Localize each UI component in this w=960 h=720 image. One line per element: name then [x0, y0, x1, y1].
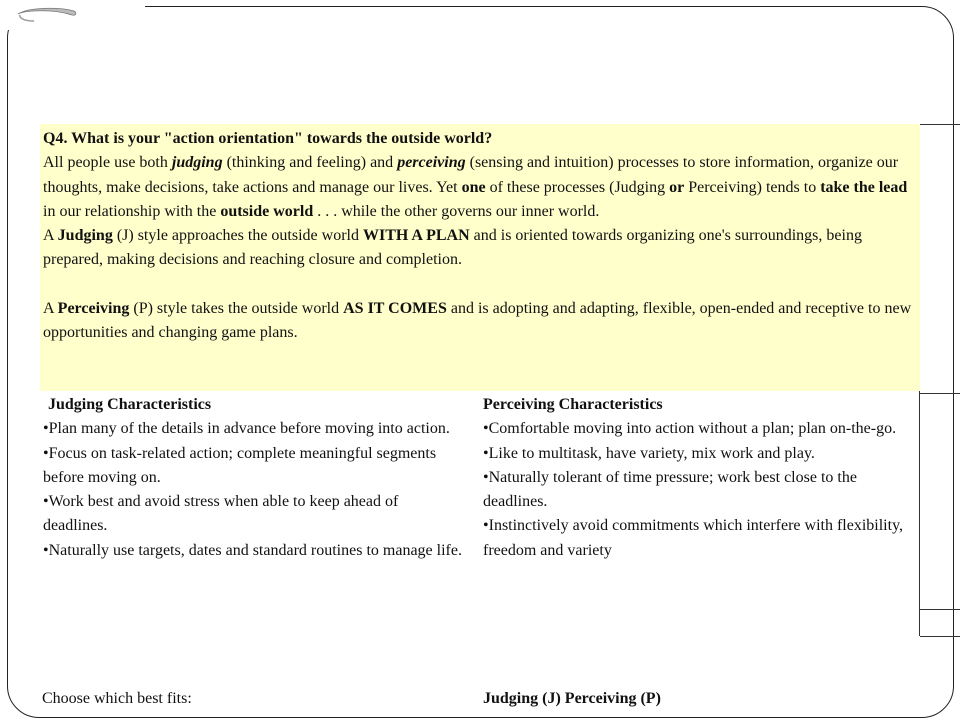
list-item: • Comfortable moving into action without a plan; plan on-the-go. — [483, 417, 915, 441]
swoosh-logo-icon — [14, 6, 78, 26]
table-rule — [920, 609, 960, 610]
judging-title: Judging Characteristics — [48, 396, 212, 413]
list-item: • Like to multitask, have variety, mix work and play. — [483, 442, 915, 466]
perceiving-list — [483, 417, 915, 563]
perceiving-column — [483, 393, 915, 563]
perceiving-title: Perceiving Characteristics — [483, 396, 663, 413]
choose-prompt: Choose which best fits: — [42, 690, 192, 707]
list-item: • Naturally use targets, dates and standard routines to manage life. — [43, 539, 463, 563]
judging-column — [43, 393, 463, 563]
question-paragraph-1: All people use both judging (thinking and feeling) and perceiving (sensing and intuition) processes to store information, organize our thoughts, make decisions, take actions and manage our lives. Yet one of these processes (Judging or Perceiving) tends to take the lead in our relationship with the outside world . . . while the other governs our inner world. — [43, 154, 908, 220]
question-box — [40, 124, 920, 391]
table-rule — [920, 636, 960, 637]
list-item: • Plan many of the details in advance before moving into action. — [43, 417, 463, 441]
question-paragraph-2: A Judging (J) style approaches the outside world WITH A PLAN and is oriented towards organizing one's surroundings, being prepared, making decisions and reaching closure and completion. — [43, 227, 862, 269]
list-item: • Focus on task-related action; complete meaningful segments before moving on. — [43, 442, 463, 491]
list-item: • Instinctively avoid commitments which interfere with flexibility, freedom and variety — [483, 514, 915, 563]
table-rule — [920, 124, 960, 125]
table-rule — [920, 393, 960, 394]
question-paragraph-3: A Perceiving (P) style takes the outside world AS IT COMES and is adopting and adapting, flexible, open-ended and receptive to new opportunities and changing game plans. — [43, 299, 912, 342]
judging-list — [43, 417, 463, 563]
question-heading: Q4. What is your "action orientation" towards the outside world? — [43, 130, 493, 147]
list-item: • Naturally tolerant of time pressure; work best close to the deadlines. — [483, 466, 915, 515]
choice-options: Judging (J) Perceiving (P) — [483, 690, 661, 707]
list-item: • Work best and avoid stress when able to keep ahead of deadlines. — [43, 490, 463, 539]
